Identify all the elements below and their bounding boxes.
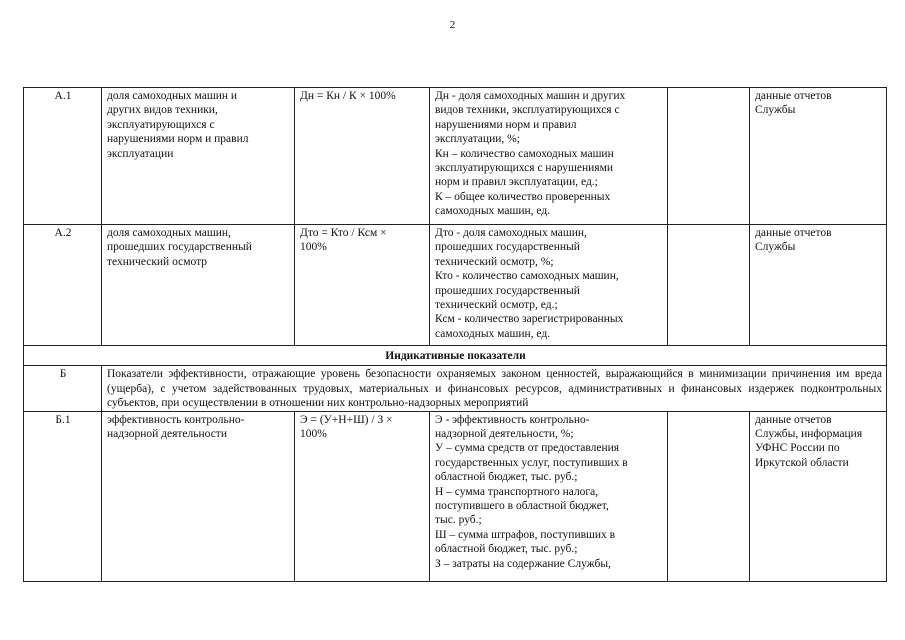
empty-cell — [668, 225, 750, 346]
text-line: эксплуатирующихся с — [107, 118, 215, 131]
text-line: УФНС России по — [755, 442, 840, 455]
text-line: Кн – количество самоходных машин — [435, 147, 614, 160]
text-line: прошедших государственный — [435, 284, 580, 297]
text-line: доля самоходных машин, — [107, 227, 231, 239]
text-line: эксплуатации — [107, 147, 174, 160]
indicator-formula — [295, 225, 430, 346]
text-line: тыс. руб.; — [435, 514, 482, 527]
indicators-table — [23, 87, 887, 582]
text-line: технический осмотр, %; — [435, 255, 554, 268]
text-line: самоходных машин, ед. — [435, 327, 551, 340]
text-line: 100% — [300, 428, 327, 441]
table-row-b1 — [24, 411, 887, 581]
text-line: данные отчетов — [755, 227, 832, 239]
section-title: Индикативные показатели — [24, 346, 887, 366]
text-line: Службы — [755, 104, 796, 117]
text-line: областной бюджет, тыс. руб.; — [435, 471, 578, 484]
text-line: Дн - доля самоходных машин и других — [435, 90, 626, 102]
indicator-formula — [295, 88, 430, 225]
text-line: доля самоходных машин и — [107, 90, 238, 102]
text-line: У – сумма средств от предоставления — [435, 442, 620, 455]
section-header-row — [24, 346, 887, 366]
text-line: Ксм - количество зарегистрированных — [435, 313, 624, 326]
indicator-description — [430, 225, 668, 346]
page-number: 2 — [449, 19, 456, 31]
text-line: З – затраты на содержание Службы, — [435, 557, 611, 570]
text-line: областной бюджет, тыс. руб.; — [435, 543, 578, 556]
indicator-name — [102, 225, 295, 346]
text-line: видов техники, эксплуатирующихся с — [435, 104, 620, 117]
text-line: технический осмотр, ед.; — [435, 299, 558, 312]
indicator-description — [430, 411, 668, 581]
text-line: 100% — [300, 241, 327, 254]
group-description: Показатели эффективности, отражающие уровень безопасности охраняемых законом ценностей, выражающийся в минимизации причинения им вреда (ущерба), с учетом задействованных трудовых, материальных и финансовых ресурсов, административных и финансовых издержек подконтрольных субъектов, при осуществлении в отношении них контрольно-надзорных мероприятий — [102, 366, 887, 411]
text-line: самоходных машин, ед. — [435, 205, 551, 218]
text-line: данные отчетов — [755, 90, 832, 102]
text-line: Н – сумма транспортного налога, — [435, 485, 599, 498]
data-source — [750, 88, 887, 225]
text-line: Службы, информация — [755, 428, 863, 441]
row-code: Б.1 — [24, 411, 102, 581]
text-line: надзорной деятельности — [107, 428, 227, 441]
indicator-formula — [295, 411, 430, 581]
text-line: других видов техники, — [107, 104, 218, 117]
text-line: данные отчетов — [755, 413, 832, 426]
text-line: надзорной деятельности, %; — [435, 428, 574, 441]
row-code: А.2 — [24, 225, 102, 346]
row-code: Б — [24, 366, 102, 411]
text-line: Кто - количество самоходных машин, — [435, 270, 619, 283]
row-code: А.1 — [24, 88, 102, 225]
text-line: эксплуатации, %; — [435, 133, 520, 146]
text-line: прошедших государственный — [107, 241, 252, 254]
text-line: Ш – сумма штрафов, поступивших в — [435, 528, 616, 541]
text-line: государственных услуг, поступивших в — [435, 456, 628, 469]
text-line: прошедших государственный — [435, 241, 580, 254]
text-line: Э - эффективность контрольно- — [435, 413, 590, 426]
text-line: Дто - доля самоходных машин, — [435, 227, 587, 239]
text-line: Э = (У+Н+Ш) / З × — [300, 413, 393, 426]
text-line: Дто = Кто / Ксм × — [300, 227, 387, 239]
data-source — [750, 225, 887, 346]
text-line: норм и правил эксплуатации, ед.; — [435, 176, 598, 189]
table-row-a1 — [24, 88, 887, 225]
table-row-a2 — [24, 225, 887, 346]
indicator-name — [102, 88, 295, 225]
empty-cell — [668, 88, 750, 225]
text-line: Дн = Кн / К × 100% — [300, 90, 396, 102]
text-line: нарушениями норм и правил — [107, 133, 249, 146]
text-line: эффективность контрольно- — [107, 413, 245, 426]
text-line: нарушениями норм и правил — [435, 118, 577, 131]
text-line: К – общее количество проверенных — [435, 190, 611, 203]
indicator-description — [430, 88, 668, 225]
indicator-name — [102, 411, 295, 581]
empty-cell — [668, 411, 750, 581]
table-row-b — [24, 366, 887, 411]
text-line: Иркутской области — [755, 456, 849, 469]
text-line: технический осмотр — [107, 255, 208, 268]
data-source — [750, 411, 887, 581]
text-line: эксплуатирующихся с нарушениями — [435, 162, 614, 175]
text-line: поступившего в областной бюджет, — [435, 500, 609, 513]
text-line: Службы — [755, 241, 796, 254]
